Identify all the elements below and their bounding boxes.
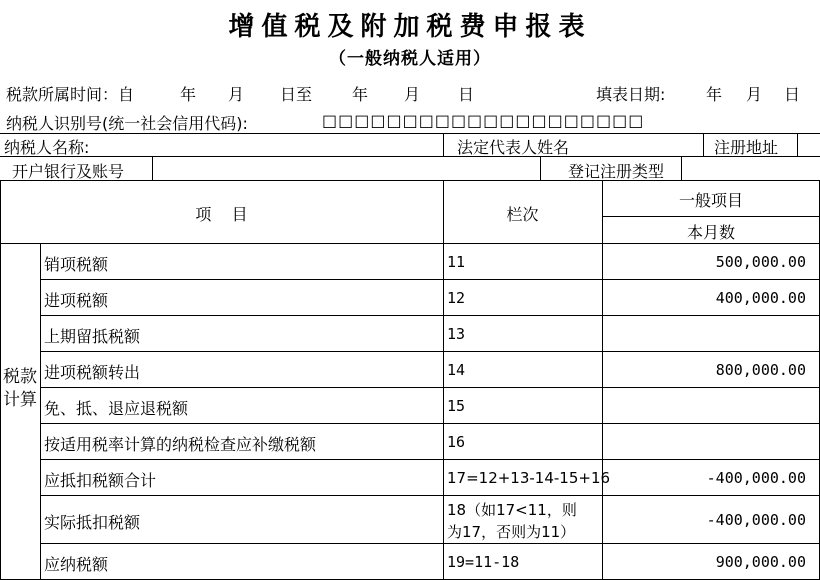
fill-year-label: 年: [706, 85, 723, 104]
period-year2-label: 年: [352, 85, 369, 104]
row-value-14[interactable]: 800,000.00: [715, 361, 806, 379]
row-item-11: 销项税额: [44, 255, 109, 274]
fill-date-label: 填表日期:: [596, 85, 666, 104]
row-item-18: 实际抵扣税额: [44, 513, 141, 532]
row-value-11[interactable]: 500,000.00: [715, 253, 806, 271]
row-line-17: 17=12+13-14-15+16: [447, 469, 611, 487]
row-item-15: 免、抵、退应退税额: [44, 399, 189, 418]
period-day2-label: 日: [458, 85, 475, 104]
reg-type-label: 登记注册类型: [568, 162, 665, 181]
col-header-general: 一般项目: [678, 191, 743, 210]
row-value-17[interactable]: -400,000.00: [706, 469, 806, 487]
taxpayer-id-label: 纳税人识别号(统一社会信用代码):: [6, 114, 248, 133]
row-line-19: 19=11-18: [447, 553, 520, 571]
bank-account-label: 开户银行及账号: [12, 162, 125, 181]
row-item-14: 进项税额转出: [44, 363, 141, 382]
row-line-14: 14: [447, 361, 466, 379]
col-header-month: 本月数: [686, 223, 735, 242]
period-year-label: 年: [180, 85, 197, 104]
row-line-12: 12: [447, 289, 466, 307]
row-line-18-part1: 18（如17<11，则: [447, 501, 577, 519]
page-subtitle: （一般纳税人适用）: [329, 49, 491, 69]
period-month-label: 月: [228, 85, 245, 104]
row-item-12: 进项税额: [44, 291, 109, 310]
row-line-15: 15: [447, 397, 466, 415]
row-item-13: 上期留抵税额: [44, 327, 141, 346]
row-value-19[interactable]: 900,000.00: [715, 553, 806, 571]
fill-month-label: 月: [746, 85, 763, 104]
taxpayer-name-label: 纳税人名称:: [4, 138, 90, 157]
row-item-16: 按适用税率计算的纳税检查应补缴税额: [44, 435, 317, 454]
row-value-12[interactable]: 400,000.00: [715, 289, 806, 307]
row-line-13: 13: [447, 325, 466, 343]
row-item-17: 应抵扣税额合计: [44, 471, 157, 490]
row-line-18-part2: 为17，否则为11）: [447, 523, 576, 541]
row-item-19: 应纳税额: [44, 555, 109, 574]
legal-rep-label: 法定代表人姓名: [457, 138, 570, 157]
row-line-16: 16: [447, 433, 466, 451]
col-header-item: 项 目: [195, 205, 248, 224]
page-title: 增值税及附加税费申报表: [228, 12, 592, 42]
fill-day-label: 日: [784, 85, 801, 104]
period-label: 税款所属时间：自: [6, 85, 135, 104]
section-label-tax-calc: 税款计算: [3, 367, 37, 410]
row-value-18[interactable]: -400,000.00: [706, 511, 806, 529]
col-header-line: 栏次: [506, 205, 539, 224]
taxpayer-id-boxes[interactable]: □□□□□□□□□□□□□□□□□□□□: [322, 111, 645, 130]
period-day-to-label: 日至: [280, 85, 313, 104]
row-line-11: 11: [447, 253, 466, 271]
reg-address-label: 注册地址: [714, 138, 779, 157]
period-month2-label: 月: [404, 85, 421, 104]
